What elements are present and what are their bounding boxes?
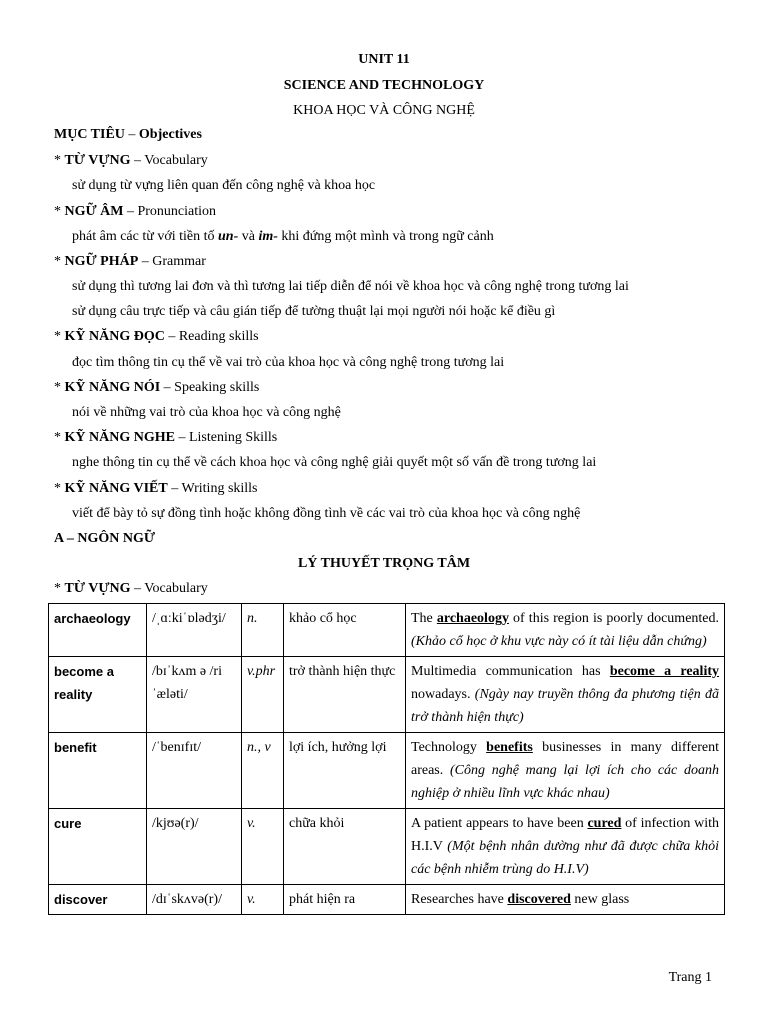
example-part: A patient appears to have been	[411, 816, 588, 831]
vocab-meaning: trở thành hiện thực	[284, 657, 406, 733]
unit-heading: SCIENCE AND TECHNOLOGY	[283, 78, 485, 93]
vocab-word: discover	[49, 885, 147, 915]
objective-grammar-desc-2: sử dụng câu trực tiếp và câu gián tiếp để tường thuật lại mọi người nói hoặc kể điều gì	[72, 304, 556, 319]
vocab-word: become a reality	[49, 657, 147, 733]
vocab-pos: n.	[242, 604, 284, 657]
vocab-word: cure	[49, 809, 147, 885]
vocab-word: archaeology	[49, 604, 147, 657]
example-part: The	[411, 611, 437, 626]
example-part: new glass	[570, 892, 630, 907]
vocab-meaning: phát hiện ra	[284, 885, 406, 915]
example-part: discovered	[507, 892, 571, 907]
objective-speaking: * KỸ NĂNG NÓI – Speaking skills	[54, 380, 260, 395]
example-part: cured	[587, 816, 622, 831]
vocab-word: benefit	[49, 733, 147, 809]
vocab-ipa: /ˈbenɪfɪt/	[147, 733, 242, 809]
theory-title: LÝ THUYẾT TRỌNG TÂM	[297, 556, 471, 571]
example-part: businesses in many different areas.	[411, 740, 719, 778]
example-part: Multimedia communication has	[411, 664, 610, 679]
vocab-pos: v.phr	[242, 657, 284, 733]
objective-listening: * KỸ NĂNG NGHE – Listening Skills	[54, 430, 278, 445]
vocab-heading: * TỪ VỰNG – Vocabulary	[54, 581, 208, 596]
objective-pronunciation-desc: phát âm các từ với tiền tố un- và im- khi đứng một mình và trong ngữ cảnh	[72, 229, 494, 244]
vocab-ipa: /ˌɑːkiˈɒlədʒi/	[147, 604, 242, 657]
vocab-ipa: /kjʊə(r)/	[147, 809, 242, 885]
objective-vocabulary-desc: sử dụng từ vựng liên quan đến công nghệ và khoa học	[72, 178, 376, 193]
example-part: (Công nghệ mang lại lợi ích cho các doanh nghiệp ở nhiều lĩnh vực khác nhau)	[411, 763, 719, 801]
vocab-example	[406, 809, 725, 885]
table-row	[49, 809, 725, 885]
part-a-heading: A – NGÔN NGỮ	[54, 531, 155, 546]
objective-reading: * KỸ NĂNG ĐỌC – Reading skills	[54, 329, 259, 344]
vocab-ipa: /dɪˈskʌvə(r)/	[147, 885, 242, 915]
objective-listening-desc: nghe thông tin cụ thể về cách khoa học và công nghệ giải quyết một số vấn đề trong tương lai	[72, 455, 597, 470]
objective-writing: * KỸ NĂNG VIẾT – Writing skills	[54, 481, 258, 496]
objective-pronunciation: * NGỮ ÂM – Pronunciation	[54, 204, 217, 219]
unit-title: UNIT 11	[358, 52, 410, 67]
vocab-meaning: chữa khỏi	[284, 809, 406, 885]
table-row	[49, 733, 725, 809]
example-part: (Ngày nay truyền thông đa phương tiện đã trở thành hiện thực)	[411, 687, 719, 725]
objective-grammar: * NGỮ PHÁP – Grammar	[54, 254, 206, 269]
unit-subtitle: KHOA HỌC VÀ CÔNG NGHỆ	[293, 103, 475, 118]
table-row	[49, 885, 725, 915]
vocab-example	[406, 733, 725, 809]
vocab-pos: v.	[242, 885, 284, 915]
vocab-example	[406, 604, 725, 657]
example-part: become a reality	[609, 664, 719, 679]
objective-vocabulary: * TỪ VỰNG – Vocabulary	[54, 153, 208, 168]
objective-writing-desc: viết để bày tỏ sự đồng tình hoặc không đồng tình về các vai trò của khoa học và công nghệ	[72, 506, 581, 521]
vocab-pos: v.	[242, 809, 284, 885]
example-part: benefits	[486, 740, 533, 755]
example-part: archaeology	[436, 611, 509, 626]
objective-speaking-desc: nói về những vai trò của khoa học và công nghệ	[72, 405, 341, 420]
vocab-meaning: lợi ích, hưởng lợi	[284, 733, 406, 809]
example-part: (Một bệnh nhân dường như đã được chữa khỏi các bệnh nhiễm trùng do H.I.V)	[411, 839, 719, 877]
vocab-ipa: /bɪˈkʌm ə /riˈæləti/	[147, 657, 242, 733]
vocab-pos: n., v	[242, 733, 284, 809]
table-row	[49, 604, 725, 657]
example-part: nowadays.	[411, 687, 475, 702]
example-part: Researches have	[411, 892, 508, 907]
vocab-meaning: khảo cổ học	[284, 604, 406, 657]
objective-reading-desc: đọc tìm thông tin cụ thể về vai trò của khoa học và công nghệ trong tương lai	[72, 355, 505, 370]
example-part: of infection with H.I.V	[411, 816, 719, 854]
example-part: Technology	[411, 740, 487, 755]
page-number: Trang 1	[668, 970, 712, 985]
vocab-example	[406, 657, 725, 733]
vocab-example	[406, 885, 725, 915]
example-part: (Khảo cổ học ở khu vực này có ít tài liệu dẫn chứng)	[411, 634, 707, 649]
objective-grammar-desc-1: sử dụng thì tương lai đơn và thì tương lai tiếp diễn để nói về khoa học và công nghệ trong tương lai	[72, 279, 629, 294]
vocabulary-table	[48, 603, 725, 915]
objectives-heading: MỤC TIÊU – Objectives	[54, 127, 202, 142]
table-row	[49, 657, 725, 733]
example-part: of this region is poorly documented.	[508, 611, 720, 626]
